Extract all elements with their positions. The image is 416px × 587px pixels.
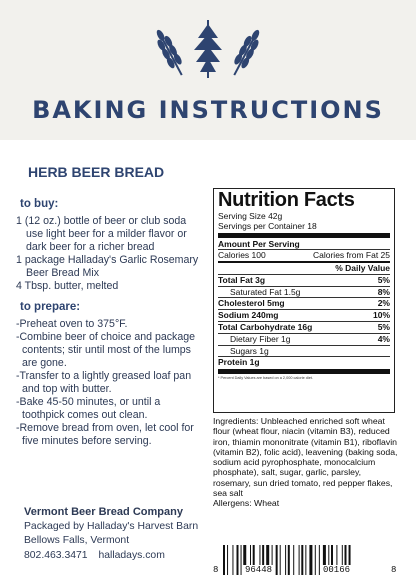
prep-step: -Remove bread from oven, let cool for five minutes before serving.	[16, 422, 194, 447]
nutrient-daily-value: 8%	[377, 286, 390, 297]
allergens: Allergens: Wheat	[213, 498, 280, 509]
barcode-left-digit: 8	[213, 565, 219, 575]
divider	[218, 233, 390, 238]
wheat-hop-logo-icon	[140, 18, 276, 80]
nutrient-row	[218, 346, 390, 357]
servings-per-container: Servings per Container 18	[218, 221, 317, 232]
barcode-right-digit: 8	[391, 565, 397, 575]
to-prepare-heading: to prepare:	[20, 301, 81, 313]
nutrient-rows	[218, 274, 390, 368]
nutrient-label: Total Carbohydrate 16g	[218, 322, 313, 332]
ingredients-block	[213, 416, 399, 509]
nutrient-label: Dietary Fiber 1g	[230, 333, 291, 344]
buy-item: 1 (12 oz.) bottle of beer or club soda use light beer for a milder flavor or dark beer for a richer bread	[16, 215, 187, 253]
location: Bellows Falls, Vermont	[24, 535, 130, 546]
nutrient-label: Saturated Fat 1.5g	[230, 286, 301, 297]
nutrient-daily-value: 5%	[377, 274, 390, 285]
to-buy-heading: to buy:	[20, 198, 59, 210]
contact-line	[24, 549, 198, 564]
nutrient-row	[218, 334, 390, 345]
nutrient-label: Sodium 240mg	[218, 310, 279, 321]
recipe-instructions	[16, 198, 202, 448]
ingredients-text: Ingredients: Unbleached enriched soft wheat flour (wheat flour, niacin (vitamin B3), reduced iron, thiamin mononitrate (vitamin B1), riboflavin (vitamin B2), folic acid), leavening (baking soda, sodium acid pyrophosphate, monocalcium phosphate), salt, sugar, garlic, parsley, rosemary, sun dried tomato, red pepper flakes, sea salt	[213, 416, 398, 499]
nutrient-row	[218, 275, 390, 286]
nutrient-label: Protein 1g	[218, 357, 260, 368]
recipe-title: HERB BEER BREAD	[28, 164, 165, 180]
nutrient-daily-value: 4%	[377, 333, 390, 344]
calories-row	[218, 250, 390, 261]
nutrition-facts-title: Nutrition Facts	[218, 189, 355, 211]
nutrient-daily-value: 2%	[377, 298, 390, 309]
nutrient-daily-value: 10%	[372, 310, 390, 321]
barcode-group-1: 96448	[245, 565, 273, 575]
buy-item: 1 package Halladay's Garlic Rosemary Beer Bread Mix	[16, 254, 199, 279]
company-info	[24, 505, 198, 563]
barcode-group-2: 00166	[323, 565, 351, 575]
nutrient-row	[218, 322, 390, 333]
prep-step: -Combine beer of choice and package contents; stir until most of the lumps are gone.	[16, 331, 196, 369]
buy-item: 4 Tbsp. butter, melted	[16, 280, 119, 292]
nutrient-row	[218, 287, 390, 298]
footnote: * Percent Daily Values are based on a 2,000 calorie diet.	[218, 376, 313, 381]
company-name: Vermont Beer Bread Company	[24, 506, 183, 518]
nutrient-row	[218, 357, 390, 368]
prep-step: -Bake 45-50 minutes, or until a toothpick comes out clean.	[16, 396, 161, 421]
calories: Calories 100	[218, 250, 266, 261]
header-band	[0, 0, 416, 140]
prep-step: -Transfer to a lightly greased loaf pan and top with butter.	[16, 370, 192, 395]
amount-per-serving: Amount Per Serving	[218, 238, 300, 249]
prep-step: -Preheat oven to 375°F.	[16, 318, 128, 330]
divider	[218, 369, 390, 374]
nutrient-label: Cholesterol 5mg	[218, 298, 285, 309]
nutrient-daily-value: 5%	[377, 322, 390, 332]
nutrient-row	[218, 310, 390, 321]
daily-value-header: % Daily Value	[335, 263, 390, 274]
website-link[interactable]: halladays.com	[98, 549, 165, 561]
packager: Packaged by Halladay's Harvest Barn	[24, 520, 199, 532]
nutrition-facts-panel	[213, 188, 395, 413]
nutrient-label: Total Fat 3g	[218, 274, 266, 285]
calories-from-fat: Calories from Fat 25	[313, 250, 390, 261]
barcode	[213, 545, 399, 577]
page-title: BAKING INSTRUCTIONS	[32, 96, 384, 124]
nutrient-label: Sugars 1g	[230, 345, 269, 356]
serving-size: Serving Size 42g	[218, 211, 283, 221]
barcode-bars	[213, 545, 399, 577]
nutrient-row	[218, 298, 390, 309]
phone-number: 802.463.3471	[24, 549, 88, 561]
